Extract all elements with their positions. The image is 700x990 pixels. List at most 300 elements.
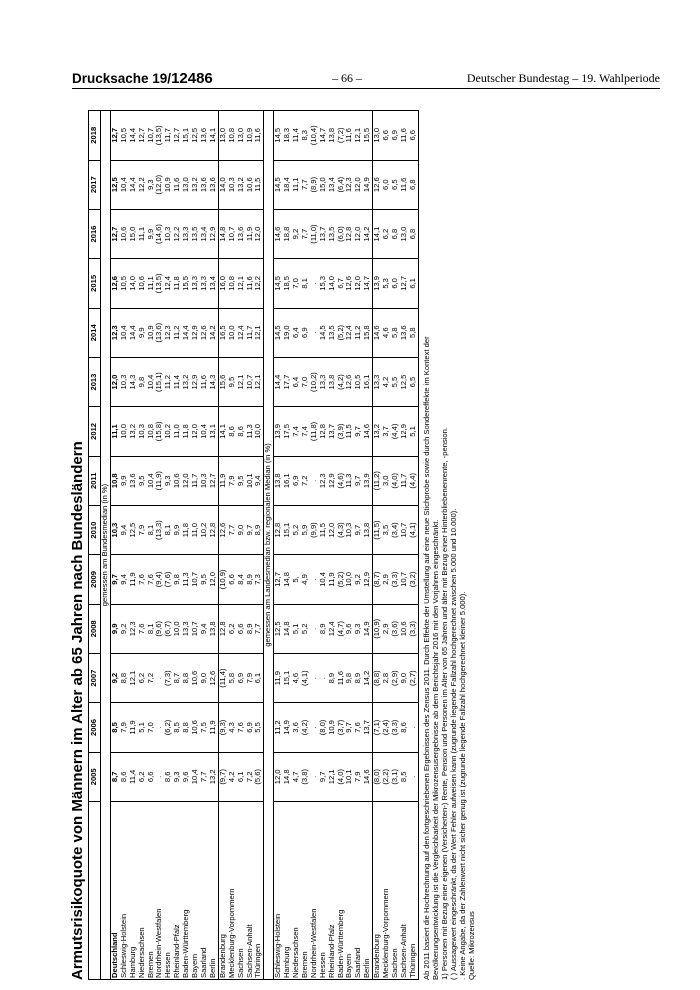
year-header: 2015 xyxy=(89,259,101,308)
value-cell: . xyxy=(155,653,164,702)
value-cell: 13,6 xyxy=(400,308,409,357)
value-cell: 14,6 xyxy=(363,407,372,456)
state-name: Niedersachsen xyxy=(292,802,301,980)
value-cell: 13,5 xyxy=(191,209,200,258)
value-cell: 11,9 xyxy=(209,703,218,752)
value-cell: 8,1 xyxy=(147,505,156,554)
value-cell: (6,2) xyxy=(164,703,173,752)
value-cell: 12,9 xyxy=(191,357,200,406)
value-cell: 15,0 xyxy=(319,160,328,209)
value-cell: 9,5 xyxy=(237,456,246,505)
value-cell: 12,2 xyxy=(173,209,182,258)
value-cell: 16,1 xyxy=(363,357,372,406)
table-row xyxy=(409,111,418,980)
value-cell: (4,4) xyxy=(409,456,418,505)
value-cell: (3,2) xyxy=(409,555,418,604)
value-cell: 12,5 xyxy=(129,505,138,554)
year-header-row xyxy=(89,111,101,980)
value-cell: 14,7 xyxy=(363,259,372,308)
value-cell: 7,4 xyxy=(301,407,310,456)
value-cell: 18,5 xyxy=(283,259,292,308)
value-cell: 10,0 xyxy=(228,308,237,357)
value-cell: 3,6 xyxy=(292,703,301,752)
value-cell: 14,0 xyxy=(218,160,227,209)
value-cell: 13,6 xyxy=(209,160,218,209)
value-cell: 10,7 xyxy=(400,505,409,554)
value-cell: (4,1) xyxy=(409,505,418,554)
value-cell: 10,6 xyxy=(173,456,182,505)
value-cell: 10,9 xyxy=(246,111,255,161)
value-cell: 9,8 xyxy=(138,357,147,406)
value-cell: 4,3 xyxy=(228,703,237,752)
value-cell: 13,8 xyxy=(328,357,337,406)
value-cell: . xyxy=(155,703,164,752)
value-cell: (8,0) xyxy=(319,703,328,752)
value-cell: 7,6 xyxy=(237,703,246,752)
value-cell: 7,9 xyxy=(138,505,147,554)
value-cell: 7,7 xyxy=(228,505,237,554)
value-cell: (9,4) xyxy=(155,555,164,604)
value-cell: 9,9 xyxy=(110,604,119,653)
value-cell: 10,9 xyxy=(147,308,156,357)
value-cell: (3,9) xyxy=(337,407,346,456)
publisher: Deutscher Bundestag – 19. Wahlperiode xyxy=(466,71,660,85)
value-cell: 9,5 xyxy=(228,357,237,406)
value-cell: 11,7 xyxy=(246,308,255,357)
value-cell: 14,0 xyxy=(129,259,138,308)
state-name: Mecklenburg-Vorpommern xyxy=(228,802,237,980)
value-cell: 10,4 xyxy=(319,555,328,604)
value-cell: 6,0 xyxy=(382,160,391,209)
value-cell: 10,8 xyxy=(110,456,119,505)
value-cell: 12,9 xyxy=(363,555,372,604)
value-cell: 14,7 xyxy=(319,111,328,161)
value-cell: 14,6 xyxy=(363,752,372,801)
value-cell: 8,9 xyxy=(328,653,337,702)
value-cell: 11,3 xyxy=(246,407,255,456)
value-cell: 10,1 xyxy=(246,456,255,505)
value-cell: . xyxy=(155,752,164,801)
footnote-line: Quelle: Mikrozensus xyxy=(466,911,476,980)
value-cell: (12,0) xyxy=(155,160,164,209)
value-cell: 13,0 xyxy=(373,111,382,161)
value-cell: 13,2 xyxy=(129,407,138,456)
value-cell: 11,1 xyxy=(110,407,119,456)
value-cell: 6,1 xyxy=(237,752,246,801)
value-cell: 6,9 xyxy=(237,653,246,702)
value-cell: 7,2 xyxy=(301,456,310,505)
value-cell: 2,9 xyxy=(382,604,391,653)
value-cell: 6,8 xyxy=(409,209,418,258)
value-cell: 7,7 xyxy=(301,160,310,209)
value-cell: 7,0 xyxy=(292,259,301,308)
value-cell: 13,3 xyxy=(200,259,209,308)
value-cell: 10,4 xyxy=(191,752,200,801)
value-cell: 11,6 xyxy=(173,160,182,209)
value-cell: (4,0) xyxy=(337,752,346,801)
value-cell: 15,3 xyxy=(319,259,328,308)
value-cell: 9,5 xyxy=(200,555,209,604)
value-cell: (4,0) xyxy=(391,456,400,505)
value-cell: 11,2 xyxy=(354,308,363,357)
value-cell: 10,0 xyxy=(120,407,129,456)
value-cell: 15,6 xyxy=(218,357,227,406)
value-cell: 9,0 xyxy=(200,653,209,702)
value-cell: (11,8) xyxy=(310,407,319,456)
value-cell: (8,0) xyxy=(373,752,382,801)
value-cell: 12,4 xyxy=(345,308,354,357)
value-cell: 14,4 xyxy=(129,308,138,357)
value-cell: 9,4 xyxy=(200,604,209,653)
value-cell: 12,3 xyxy=(319,456,328,505)
value-cell: 12,1 xyxy=(237,357,246,406)
value-cell: 14,2 xyxy=(363,209,372,258)
value-cell: 12,2 xyxy=(254,259,263,308)
value-cell: 10,3 xyxy=(345,505,354,554)
value-cell: 3,7 xyxy=(382,407,391,456)
state-name: Hessen xyxy=(319,802,328,980)
value-cell: 14,4 xyxy=(129,111,138,161)
value-cell: 15,5 xyxy=(182,259,191,308)
value-cell: 12,6 xyxy=(218,505,227,554)
value-cell: (15,8) xyxy=(155,407,164,456)
year-header: 2006 xyxy=(89,703,101,752)
state-name: Schleswig-Holstein xyxy=(120,802,129,980)
value-cell: 9,2 xyxy=(120,604,129,653)
value-cell: 7,9 xyxy=(120,703,129,752)
value-cell: . xyxy=(310,703,319,752)
value-cell: 5,8 xyxy=(409,308,418,357)
value-cell: 5,5 xyxy=(391,357,400,406)
poverty-risk-table xyxy=(88,110,419,980)
value-cell: 13,5 xyxy=(328,209,337,258)
value-cell: 6,8 xyxy=(391,209,400,258)
value-cell: 10,7 xyxy=(246,357,255,406)
value-cell: 6,4 xyxy=(292,308,301,357)
value-cell: 15,1 xyxy=(283,653,292,702)
value-cell: 11,2 xyxy=(274,703,283,752)
value-cell: 6,6 xyxy=(409,111,418,161)
value-cell: 10,6 xyxy=(191,653,200,702)
value-cell: 7,7 xyxy=(200,752,209,801)
value-cell: 4,9 xyxy=(301,555,310,604)
value-cell: (15,1) xyxy=(155,357,164,406)
value-cell: (9,9) xyxy=(310,505,319,554)
state-name: Baden-Württemberg xyxy=(182,802,191,980)
value-cell: 7,3 xyxy=(254,555,263,604)
value-cell: 6,6 xyxy=(382,111,391,161)
state-name: Rheinland-Pfalz xyxy=(173,802,182,980)
value-cell: 11,0 xyxy=(191,505,200,554)
value-cell: 9,8 xyxy=(173,555,182,604)
value-cell: 8,5 xyxy=(400,752,409,801)
value-cell: 10,0 xyxy=(173,604,182,653)
value-cell: 8,6 xyxy=(120,752,129,801)
value-cell: 10,5 xyxy=(354,357,363,406)
value-cell: 12,3 xyxy=(110,308,119,357)
value-cell: 8,1 xyxy=(301,259,310,308)
value-cell: (4,4) xyxy=(391,407,400,456)
value-cell: 12,7 xyxy=(138,111,147,161)
document-number xyxy=(72,70,213,87)
value-cell: 18,8 xyxy=(283,209,292,258)
value-cell: 14,5 xyxy=(274,160,283,209)
value-cell: 8,6 xyxy=(237,407,246,456)
value-cell: 12,0 xyxy=(274,752,283,801)
value-cell: 6,0 xyxy=(391,259,400,308)
value-cell: . xyxy=(310,752,319,801)
value-cell: 12,6 xyxy=(200,308,209,357)
value-cell: 14,1 xyxy=(218,407,227,456)
value-cell: (3,7) xyxy=(337,703,346,752)
value-cell: 8,5 xyxy=(110,703,119,752)
value-cell: 12,1 xyxy=(254,357,263,406)
value-cell: 6,2 xyxy=(138,752,147,801)
value-cell: (2,4) xyxy=(382,703,391,752)
value-cell: 13,2 xyxy=(373,407,382,456)
state-name: Bremen xyxy=(147,802,156,980)
value-cell: 4,6 xyxy=(382,308,391,357)
value-cell: 6,1 xyxy=(254,653,263,702)
value-cell: 12,5 xyxy=(191,111,200,161)
value-cell: 13,4 xyxy=(200,209,209,258)
value-cell: 8,5 xyxy=(173,703,182,752)
value-cell: 13,8 xyxy=(274,456,283,505)
value-cell: 4,7 xyxy=(292,752,301,801)
value-cell: 10,8 xyxy=(228,111,237,161)
value-cell: 4,2 xyxy=(382,357,391,406)
value-cell: 14,3 xyxy=(129,357,138,406)
value-cell: 13,9 xyxy=(274,407,283,456)
year-header: 2007 xyxy=(89,653,101,702)
state-name: Nordrhein-Westfalen xyxy=(155,802,164,980)
value-cell: 13,8 xyxy=(209,604,218,653)
state-name: Saarland xyxy=(354,802,363,980)
document-prefix: Drucksache 19/ xyxy=(72,71,172,86)
value-cell: (8,7) xyxy=(373,555,382,604)
table-row xyxy=(292,111,301,980)
value-cell: 10,6 xyxy=(191,703,200,752)
value-cell: (7,3) xyxy=(164,653,173,702)
value-cell: 6,9 xyxy=(391,111,400,161)
value-cell: 12,7 xyxy=(173,111,182,161)
value-cell: 9,3 xyxy=(164,456,173,505)
document-number-value: 12486 xyxy=(171,70,213,87)
value-cell: 9,7 xyxy=(246,505,255,554)
value-cell: 11,5 xyxy=(345,407,354,456)
value-cell: (13,6) xyxy=(155,308,164,357)
value-cell: 9,5 xyxy=(138,456,147,505)
value-cell: 12,8 xyxy=(345,209,354,258)
value-cell: 5,8 xyxy=(228,653,237,702)
value-cell: 11,1 xyxy=(138,209,147,258)
state-name: Sachsen-Anhalt xyxy=(400,802,409,980)
year-header: 2017 xyxy=(89,160,101,209)
value-cell: 10,6 xyxy=(120,209,129,258)
value-cell: 8,9 xyxy=(246,555,255,604)
value-cell: 8,7 xyxy=(173,653,182,702)
section-heading-row xyxy=(101,111,111,980)
year-header: 2011 xyxy=(89,456,101,505)
value-cell: 16,0 xyxy=(218,259,227,308)
value-cell: 9,2 xyxy=(292,209,301,258)
value-cell: 5,8 xyxy=(391,308,400,357)
table-body xyxy=(101,111,419,980)
value-cell: 11,9 xyxy=(218,456,227,505)
value-cell: 13,2 xyxy=(182,357,191,406)
value-cell: 5,5 xyxy=(254,703,263,752)
value-cell: 13,6 xyxy=(129,456,138,505)
value-cell: 5,3 xyxy=(382,259,391,308)
value-cell: (11,2) xyxy=(373,456,382,505)
table-row xyxy=(283,111,292,980)
value-cell: 7,9 xyxy=(246,653,255,702)
value-cell: 9,6 xyxy=(182,752,191,801)
value-cell: 9,4 xyxy=(120,505,129,554)
value-cell: 10,5 xyxy=(120,259,129,308)
value-cell: 6,4 xyxy=(292,357,301,406)
value-cell: 13,5 xyxy=(328,308,337,357)
value-cell: 11,6 xyxy=(337,653,346,702)
value-cell: (13,5) xyxy=(155,259,164,308)
value-cell: 7,6 xyxy=(354,703,363,752)
value-cell: 9,0 xyxy=(237,505,246,554)
value-cell: (3,3) xyxy=(391,555,400,604)
value-cell: 7,7 xyxy=(301,209,310,258)
section-heading: gemessen am Landesmedian bzw. regionalen Median (in %) xyxy=(264,111,274,980)
value-cell: 9,0 xyxy=(400,653,409,702)
value-cell: (4,2) xyxy=(337,357,346,406)
value-cell: 14,8 xyxy=(283,752,292,801)
value-cell: 9,7 xyxy=(319,752,328,801)
value-cell: (3,3) xyxy=(409,604,418,653)
value-cell: 12,4 xyxy=(328,604,337,653)
value-cell: (10,9) xyxy=(218,555,227,604)
value-cell: 9,3 xyxy=(354,604,363,653)
state-name: Saarland xyxy=(200,802,209,980)
table-row xyxy=(138,111,147,980)
value-cell: 10,2 xyxy=(200,505,209,554)
value-cell: 12,5 xyxy=(274,604,283,653)
value-cell: 12,4 xyxy=(237,308,246,357)
value-cell: . xyxy=(310,259,319,308)
value-cell: 9,9 xyxy=(120,456,129,505)
year-header: 2012 xyxy=(89,407,101,456)
value-cell: 8,9 xyxy=(354,653,363,702)
value-cell: 13,0 xyxy=(400,209,409,258)
value-cell: 7,9 xyxy=(228,456,237,505)
footnote-line: . Keine Angabe, da der Zahlenwert nicht sicher genug ist (zugrunde liegende Fallzahl hochgerechnet kleiner 5.000). xyxy=(457,591,467,980)
value-cell: 11,8 xyxy=(182,505,191,554)
value-cell: 13,0 xyxy=(218,111,227,161)
value-cell: 9,2 xyxy=(354,555,363,604)
value-cell: 9,7 xyxy=(354,407,363,456)
value-cell: 9,7 xyxy=(354,456,363,505)
value-cell: . xyxy=(310,308,319,357)
value-cell: 13,8 xyxy=(328,111,337,161)
value-cell: . xyxy=(310,456,319,505)
value-cell: 12,7 xyxy=(110,209,119,258)
value-cell: 10,4 xyxy=(200,407,209,456)
state-name: Brandenburg xyxy=(218,802,227,980)
value-cell: 14,0 xyxy=(328,259,337,308)
value-cell: 9,9 xyxy=(173,505,182,554)
value-cell: 12,0 xyxy=(328,505,337,554)
value-cell: 8,1 xyxy=(164,505,173,554)
value-cell: 12,1 xyxy=(237,259,246,308)
value-cell: 13,6 xyxy=(200,111,209,161)
value-cell: 15,1 xyxy=(182,111,191,161)
value-cell: 13,0 xyxy=(237,111,246,161)
value-cell: 11,1 xyxy=(147,259,156,308)
value-cell: 7,2 xyxy=(246,752,255,801)
value-cell: 10,9 xyxy=(164,160,173,209)
value-cell: 9,4 xyxy=(120,555,129,604)
value-cell: 10,7 xyxy=(191,555,200,604)
value-cell: 11,4 xyxy=(173,357,182,406)
value-cell: 14,6 xyxy=(274,209,283,258)
value-cell: 11,7 xyxy=(191,456,200,505)
value-cell: (4,3) xyxy=(337,505,346,554)
value-cell: 7,2 xyxy=(147,653,156,702)
value-cell: 6,9 xyxy=(301,308,310,357)
value-cell: 17,5 xyxy=(283,407,292,456)
value-cell: 14,1 xyxy=(373,209,382,258)
value-cell: 5,1 xyxy=(409,407,418,456)
value-cell: 6,6 xyxy=(237,604,246,653)
value-cell: 9,8 xyxy=(345,653,354,702)
value-cell: 8,8 xyxy=(182,653,191,702)
value-cell: . xyxy=(310,653,319,702)
value-cell: 9,2 xyxy=(110,653,119,702)
value-cell: (6,7) xyxy=(164,604,173,653)
value-cell: 12,8 xyxy=(319,407,328,456)
value-cell: 13,7 xyxy=(328,407,337,456)
value-cell: 9,9 xyxy=(138,308,147,357)
value-cell: 11,9 xyxy=(129,555,138,604)
value-cell: 12,7 xyxy=(400,259,409,308)
value-cell: 12,0 xyxy=(191,407,200,456)
value-cell: 11,9 xyxy=(274,653,283,702)
value-cell: 11,9 xyxy=(246,209,255,258)
footnotes xyxy=(422,110,476,980)
value-cell: 10,2 xyxy=(164,407,173,456)
value-cell: 12,7 xyxy=(274,555,283,604)
value-cell: 10,3 xyxy=(200,456,209,505)
value-cell: 7,0 xyxy=(301,357,310,406)
footnote-line: ( ) Aussagewert eingeschränkt, da der Wert Fehler aufweisen kann (zugrunde liegende Fallzahl hochgerechnet zwischen 5.000 und 10.000). xyxy=(448,508,458,980)
value-cell: (10,2) xyxy=(310,357,319,406)
value-cell: 8,1 xyxy=(147,604,156,653)
value-cell: 6,2 xyxy=(382,209,391,258)
value-cell: (7,1) xyxy=(373,703,382,752)
value-cell: 12,9 xyxy=(209,209,218,258)
year-header: 2013 xyxy=(89,357,101,406)
value-cell: 19,0 xyxy=(283,308,292,357)
value-cell: 10,3 xyxy=(110,505,119,554)
value-cell: 8,4 xyxy=(237,555,246,604)
value-cell: (10,4) xyxy=(310,111,319,161)
value-cell: 12,9 xyxy=(400,407,409,456)
value-cell: 10,0 xyxy=(254,407,263,456)
value-cell: 15,8 xyxy=(363,308,372,357)
value-cell: 10,3 xyxy=(138,407,147,456)
value-cell: 13,7 xyxy=(319,209,328,258)
value-cell: 13,3 xyxy=(373,357,382,406)
value-cell: (11,4) xyxy=(218,653,227,702)
value-cell: 11,4 xyxy=(292,111,301,161)
value-cell: 11,6 xyxy=(246,259,255,308)
